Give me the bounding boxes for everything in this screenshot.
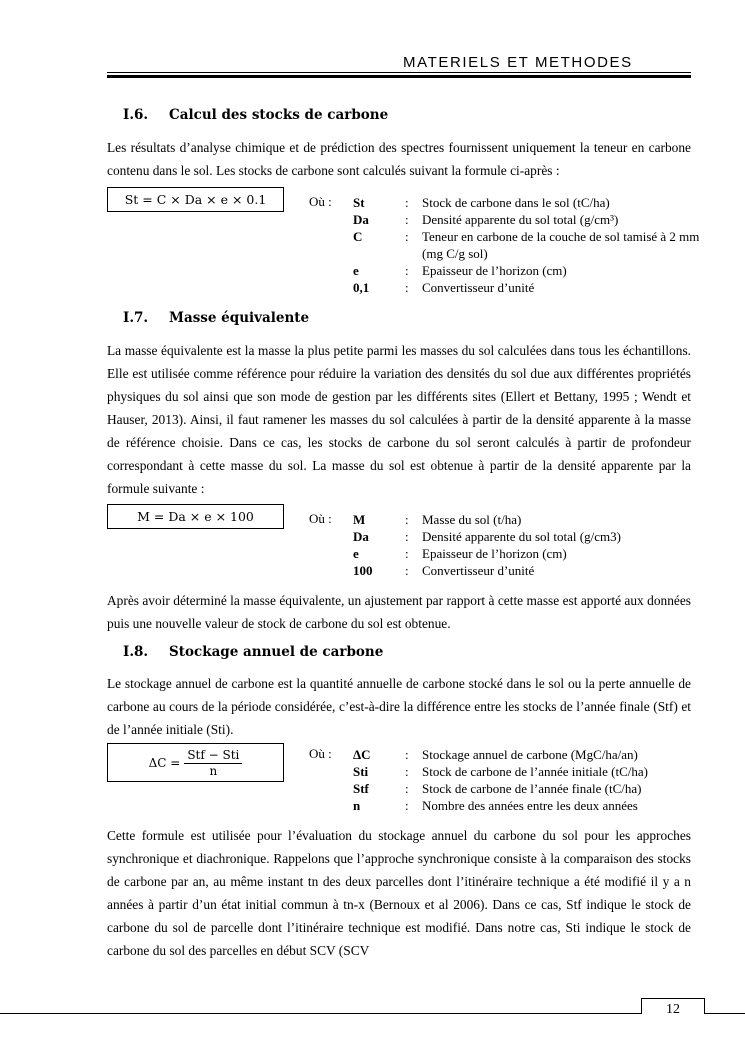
section-number: I.7. (123, 310, 149, 326)
header-rule-thick (107, 75, 691, 78)
paragraph: Cette formule est utilisée pour l’évaluation du stockage annuel du carbone du sol pour les approches synchronique et diachronique. Rappelons que l’approche synchronique consiste à la comparaison des stocks de carbone par an, au même instant tn des deux parcelles dont l’itinéraire technique a été modifié il y a n années à partir d’un état initial commun à tn-x (Bernoux et al 2006). Dans ce cas, Stf indique le stock de carbone du sol de parcelle dont l’itinéraire technique est modifié. Dans notre cas, Sti indique le stock de carbone du sol des parcelles en début SCV (SCV (107, 828, 691, 958)
section-heading-i6 (123, 107, 388, 123)
formula-fraction (184, 748, 242, 779)
paragraph: Après avoir déterminé la masse équivalente, un ajustement par rapport à cette masse est apporté aux données puis une nouvelle valeur de stock de carbone du sol est obtenue. (107, 593, 691, 631)
legend-stock (353, 194, 712, 296)
legend-row: n : Nombre des années entre les deux années (353, 798, 638, 813)
section-heading-i8 (123, 644, 383, 660)
running-header: MATERIELS ET METHODES (403, 54, 633, 71)
paragraph: Le stockage annuel de carbone est la quantité annuelle de carbone stocké dans le sol ou la perte annuelle de carbone au cours de la période considérée, c’est-à-dire la différence entre les stocks de l’année finale (Stf) et de l’année initiale (Sti). (107, 676, 691, 737)
section-title: Stockage annuel de carbone (169, 644, 384, 660)
legend-row: Da : Densité apparente du sol total (g/cm3) (353, 529, 621, 544)
formula-lhs: ΔC = (148, 755, 181, 770)
page-number: 12 (641, 998, 705, 1014)
legend-row: e : Epaisseur de l’horizon (cm) (353, 546, 567, 561)
ou-label: Où : (309, 511, 332, 526)
footer-rule (0, 1013, 745, 1014)
legend-row: M : Masse du sol (t/ha) (353, 512, 522, 527)
section-number: I.8. (123, 644, 149, 660)
legend-row: 100 : Convertisseur d’unité (353, 563, 535, 578)
paragraph: Les résultats d’analyse chimique et de prédiction des spectres fournissent uniquement la teneur en carbone contenu dans le sol. Les stocks de carbone sont calculés suivant la formule ci-après : (107, 140, 691, 178)
formula-box-masse: M = Da × e × 100 (107, 504, 284, 529)
section-heading-i7 (123, 310, 309, 326)
legend-masse (353, 511, 712, 579)
fraction-denominator: n (209, 763, 218, 778)
section-number: I.6. (123, 107, 149, 123)
legend-stockage (353, 746, 712, 814)
legend-row: e : Epaisseur de l’horizon (cm) (353, 263, 567, 278)
legend-row: 0,1 : Convertisseur d’unité (353, 280, 535, 295)
legend-row: St : Stock de carbone dans le sol (tC/ha) (353, 195, 610, 210)
legend-row: ΔC : Stockage annuel de carbone (MgC/ha/an) (353, 747, 638, 762)
ou-label: Où : (309, 194, 332, 209)
paragraph: La masse équivalente est la masse la plus petite parmi les masses du sol calculées dans tous les échantillons. Elle est utilisée comme référence pour réduire la variation des densités du sol due aux différentes propriétés physiques du sol ainsi que son mode de gestion par les différents sites (Ellert et Bettany, 1995 ; Wendt et Hauser, 2013). Ainsi, il faut ramener les masses du sol calculées à partir de la densité apparente à la masse de référence choisie. Dans ce cas, les stocks de carbone du sol seront calculés à partir de profondeur correspondant à cette masse du sol. La masse du sol est obtenue à partir de la densité apparente par la formule suivante : (107, 343, 691, 496)
header-rule-thin (107, 72, 691, 73)
legend-row: Stf : Stock de carbone de l’année finale (tC/ha) (353, 781, 642, 796)
legend-row: C : Teneur en carbone de la couche de sol tamisé à 2 mm (mg C/g sol) (353, 229, 700, 261)
ou-label: Où : (309, 746, 332, 761)
legend-row: Sti : Stock de carbone de l’année initiale (tC/ha) (353, 764, 648, 779)
formula-box-stockage (107, 743, 284, 782)
formula-box-stock: St = C × Da × e × 0.1 (107, 187, 284, 212)
section-title: Calcul des stocks de carbone (169, 107, 389, 123)
section-title: Masse équivalente (169, 310, 310, 326)
fraction-numerator: Stf − Sti (184, 748, 242, 764)
legend-row: Da : Densité apparente du sol total (g/cm³) (353, 212, 619, 227)
